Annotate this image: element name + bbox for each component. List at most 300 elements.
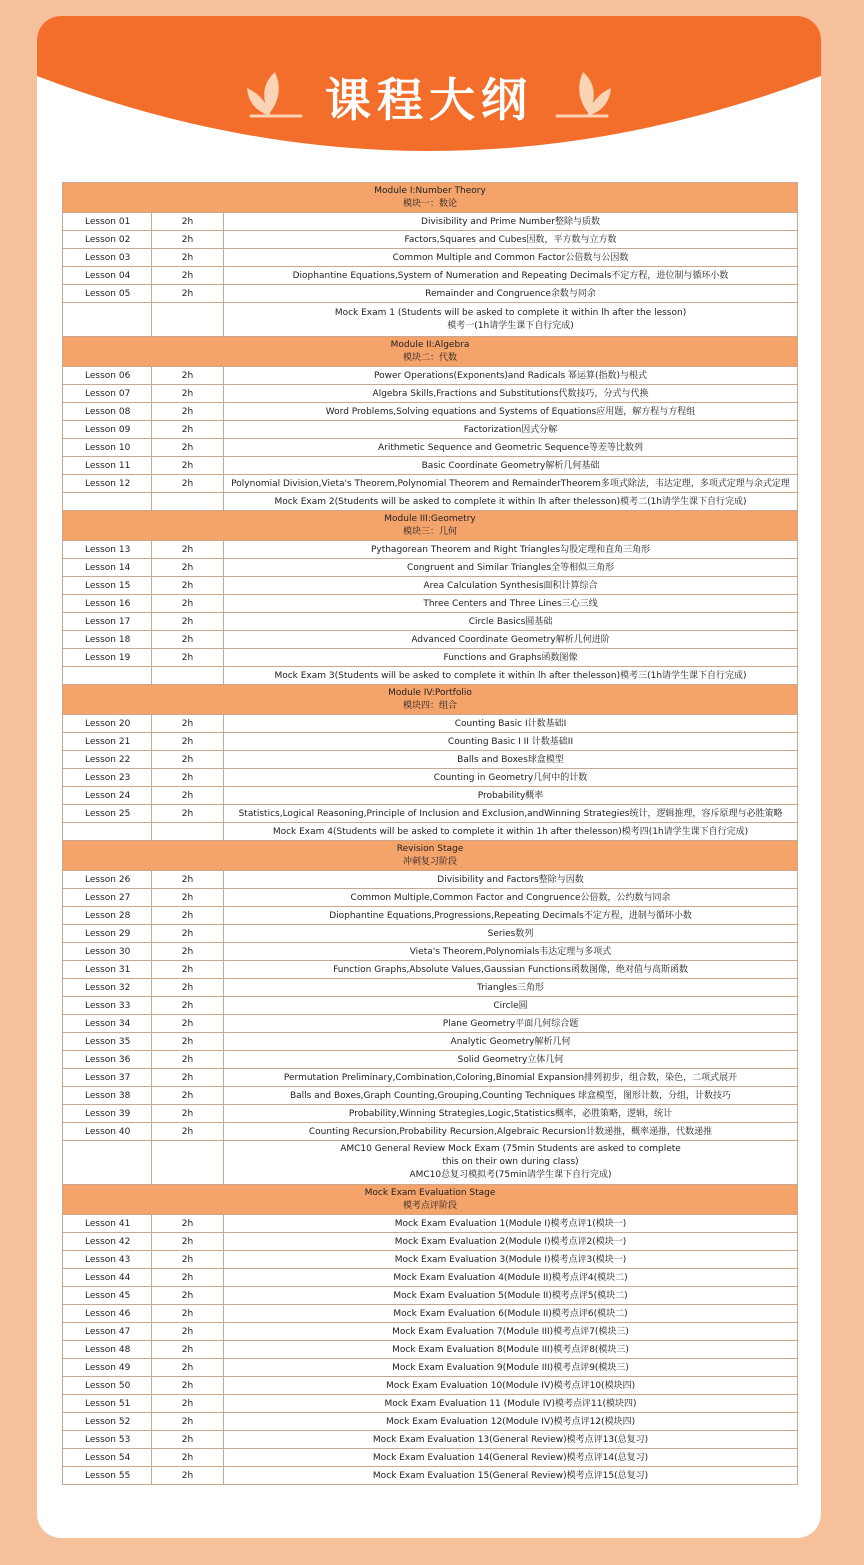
table-row (63, 1269, 798, 1287)
lesson-cell: Lesson 23 (63, 769, 152, 787)
lesson-cell: Lesson 20 (63, 715, 152, 733)
duration-cell: 2h (152, 1395, 224, 1413)
lesson-cell: Lesson 17 (63, 613, 152, 631)
duration-cell (152, 823, 224, 841)
duration-cell: 2h (152, 751, 224, 769)
topic-text: Divisibility and Factors整除与因数 (437, 874, 584, 885)
topic-cell (224, 367, 798, 385)
topic-cell (224, 475, 798, 493)
topic-text: Algebra Skills,Fractions and Substitutions代数技巧，分式与代换 (372, 388, 649, 399)
table-row (63, 1087, 798, 1105)
lesson-cell: Lesson 04 (63, 267, 152, 285)
table-row (63, 421, 798, 439)
lesson-cell: Lesson 46 (63, 1305, 152, 1323)
duration-cell: 2h (152, 1051, 224, 1069)
table-row (63, 997, 798, 1015)
table-row (63, 1413, 798, 1431)
topic-text: Probability,Winning Strategies,Logic,Statistics概率，必胜策略，逻辑，统计 (348, 1108, 673, 1119)
topic-text: Permutation Preliminary,Combination,Coloring,Binomial Expansion排列初步，组合数，染色，二项式展开 (283, 1072, 738, 1083)
topic-cell (224, 979, 798, 997)
lesson-cell (63, 823, 152, 841)
topic-cell (224, 871, 798, 889)
topic-cell (224, 595, 798, 613)
table-row (63, 1033, 798, 1051)
table-row (63, 439, 798, 457)
topic-cell (224, 805, 798, 823)
duration-cell: 2h (152, 907, 224, 925)
duration-cell: 2h (152, 871, 224, 889)
lesson-cell: Lesson 39 (63, 1105, 152, 1123)
duration-cell: 2h (152, 559, 224, 577)
lesson-cell: Lesson 22 (63, 751, 152, 769)
lesson-cell: Lesson 44 (63, 1269, 152, 1287)
table-row (63, 1341, 798, 1359)
table-row (63, 631, 798, 649)
lesson-cell: Lesson 34 (63, 1015, 152, 1033)
table-row (63, 1051, 798, 1069)
duration-cell (152, 1141, 224, 1185)
topic-text: Mock Exam Evaluation 2(Module I)模考点评2(模块一) (394, 1236, 627, 1247)
syllabus-table (62, 182, 798, 1485)
topic-text: Series数列 (487, 928, 534, 939)
topic-cell (224, 889, 798, 907)
topic-cell (224, 1069, 798, 1087)
table-row (63, 1287, 798, 1305)
table-row (63, 403, 798, 421)
duration-cell: 2h (152, 1305, 224, 1323)
topic-text: Diophantine Equations,System of Numeration and Repeating Decimals不定方程，进位制与循环小数 (292, 270, 729, 281)
section-title (63, 841, 798, 871)
section-title-line: Mock Exam Evaluation Stage (364, 1187, 496, 1198)
lesson-cell: Lesson 07 (63, 385, 152, 403)
table-row (63, 577, 798, 595)
table-row (63, 889, 798, 907)
table-row (63, 1141, 798, 1185)
topic-cell (224, 1395, 798, 1413)
lesson-cell: Lesson 12 (63, 475, 152, 493)
topic-cell (224, 613, 798, 631)
lesson-cell: Lesson 21 (63, 733, 152, 751)
topic-cell (224, 231, 798, 249)
duration-cell: 2h (152, 961, 224, 979)
table-row (63, 475, 798, 493)
lesson-cell: Lesson 08 (63, 403, 152, 421)
topic-cell (224, 961, 798, 979)
section-title-line: 冲刺复习阶段 (403, 856, 458, 867)
lesson-cell (63, 667, 152, 685)
lesson-cell: Lesson 45 (63, 1287, 152, 1305)
topic-cell (224, 1123, 798, 1141)
topic-cell (224, 285, 798, 303)
table-row (63, 961, 798, 979)
section-title-line: Revision Stage (396, 843, 464, 854)
topic-text: Mock Exam 3(Students will be asked to complete it within lh after thelesson)模考三(1h请学生课下自行完成) (274, 670, 747, 681)
table-row (63, 733, 798, 751)
section-header (63, 1185, 798, 1215)
lesson-cell: Lesson 48 (63, 1341, 152, 1359)
lesson-cell: Lesson 53 (63, 1431, 152, 1449)
lesson-cell: Lesson 49 (63, 1359, 152, 1377)
lesson-cell: Lesson 09 (63, 421, 152, 439)
duration-cell: 2h (152, 1105, 224, 1123)
table-row (63, 385, 798, 403)
topic-cell (224, 213, 798, 231)
duration-cell: 2h (152, 231, 224, 249)
topic-cell (224, 1377, 798, 1395)
lesson-cell: Lesson 24 (63, 787, 152, 805)
lesson-cell: Lesson 28 (63, 907, 152, 925)
topic-text: AMC10 General Review Mock Exam (75min Students are asked to complete (340, 1144, 681, 1154)
table-row (63, 787, 798, 805)
section-header (63, 337, 798, 367)
topic-text: Balls and Boxes,Graph Counting,Grouping,Counting Techniques 球盒模型，图形计数，分组，计数技巧 (289, 1090, 732, 1101)
lesson-cell: Lesson 51 (63, 1395, 152, 1413)
topic-cell (224, 559, 798, 577)
section-header (63, 841, 798, 871)
topic-cell (224, 541, 798, 559)
lesson-cell: Lesson 37 (63, 1069, 152, 1087)
table-row (63, 285, 798, 303)
duration-cell: 2h (152, 367, 224, 385)
duration-cell: 2h (152, 249, 224, 267)
duration-cell: 2h (152, 1359, 224, 1377)
lesson-cell: Lesson 16 (63, 595, 152, 613)
topic-text: Mock Exam Evaluation 6(Module II)模考点评6(模块二) (393, 1308, 628, 1319)
topic-text: Mock Exam Evaluation 5(Module II)模考点评5(模块二) (393, 1290, 628, 1301)
topic-text: Factorization因式分解 (463, 424, 558, 435)
page-title: 课程大纲 (325, 73, 533, 127)
section-header (63, 183, 798, 213)
topic-cell (224, 823, 798, 841)
duration-cell: 2h (152, 1069, 224, 1087)
topic-text: this on their own during class) (442, 1157, 579, 1167)
lesson-cell: Lesson 10 (63, 439, 152, 457)
table-row (63, 1377, 798, 1395)
topic-text: Counting in Geometry几何中的计数 (433, 772, 588, 783)
duration-cell: 2h (152, 631, 224, 649)
topic-text: Mock Exam Evaluation 13(General Review)模考点评13(总复习) (372, 1434, 649, 1445)
lesson-cell: Lesson 14 (63, 559, 152, 577)
lesson-cell (63, 493, 152, 511)
duration-cell: 2h (152, 577, 224, 595)
topic-text: Mock Exam Evaluation 9(Module III)模考点评9(模块三) (392, 1362, 629, 1373)
topic-text: Mock Exam 4(Students will be asked to complete it within 1h after thelesson)模考四(1h请学生课下自行完成) (272, 826, 749, 837)
lesson-cell: Lesson 19 (63, 649, 152, 667)
duration-cell: 2h (152, 1269, 224, 1287)
lesson-cell: Lesson 55 (63, 1467, 152, 1485)
duration-cell: 2h (152, 613, 224, 631)
topic-text: Solid Geometry立体几何 (457, 1054, 564, 1065)
table-row (63, 303, 798, 337)
topic-cell (224, 577, 798, 595)
topic-cell (224, 439, 798, 457)
section-title-line: 模考点评阶段 (403, 1200, 458, 1211)
section-title-line: Module IV:Portfolio (388, 687, 472, 698)
topic-text: Mock Exam Evaluation 10(Module IV)模考点评10(模块四) (385, 1380, 636, 1391)
topic-text: Balls and Boxes球盒模型 (457, 754, 564, 765)
table-row (63, 493, 798, 511)
topic-text: Mock Exam Evaluation 1(Module I)模考点评1(模块一) (394, 1218, 627, 1229)
topic-text: Remainder and Congruence余数与同余 (425, 288, 596, 299)
topic-text: Common Multiple and Common Factor公倍数与公因数 (392, 252, 629, 263)
duration-cell: 2h (152, 1015, 224, 1033)
lesson-cell: Lesson 41 (63, 1215, 152, 1233)
duration-cell: 2h (152, 1033, 224, 1051)
topic-cell (224, 715, 798, 733)
duration-cell (152, 303, 224, 337)
lesson-cell: Lesson 11 (63, 457, 152, 475)
duration-cell: 2h (152, 649, 224, 667)
section-title (63, 183, 798, 213)
topic-cell (224, 1323, 798, 1341)
topic-text: Factors,Squares and Cubes因数，平方数与立方数 (404, 234, 617, 245)
topic-cell (224, 1215, 798, 1233)
lesson-cell: Lesson 03 (63, 249, 152, 267)
topic-text: Basic Coordinate Geometry解析几何基础 (421, 460, 600, 471)
duration-cell: 2h (152, 421, 224, 439)
section-title-line: Module II:Algebra (390, 339, 470, 350)
table-row (63, 595, 798, 613)
topic-text: Mock Exam Evaluation 12(Module IV)模考点评12(模块四) (385, 1416, 636, 1427)
topic-cell (224, 1341, 798, 1359)
topic-text: Three Centers and Three Lines三心三线 (423, 598, 598, 609)
duration-cell: 2h (152, 403, 224, 421)
section-title-line: 模块三：几何 (403, 526, 458, 537)
table-row (63, 805, 798, 823)
topic-cell (224, 769, 798, 787)
topic-text: Advanced Coordinate Geometry解析几何进阶 (411, 634, 610, 645)
topic-cell (224, 1105, 798, 1123)
duration-cell: 2h (152, 1287, 224, 1305)
topic-cell (224, 1449, 798, 1467)
lesson-cell: Lesson 38 (63, 1087, 152, 1105)
lesson-cell: Lesson 30 (63, 943, 152, 961)
topic-cell (224, 1233, 798, 1251)
topic-cell (224, 751, 798, 769)
topic-cell (224, 303, 798, 337)
duration-cell: 2h (152, 1323, 224, 1341)
topic-text: Analytic Geometry解析几何 (450, 1036, 571, 1047)
topic-cell (224, 1431, 798, 1449)
topic-text: Diophantine Equations,Progressions,Repeating Decimals不定方程，进制与循环小数 (329, 910, 692, 921)
table-row (63, 613, 798, 631)
section-title (63, 1185, 798, 1215)
topic-text: Mock Exam Evaluation 11 (Module IV)模考点评11(模块四) (384, 1398, 637, 1409)
topic-cell (224, 1015, 798, 1033)
topic-text: Function Graphs,Absolute Values,Gaussian Functions函数图像，绝对值与高斯函数 (333, 964, 688, 975)
duration-cell: 2h (152, 769, 224, 787)
topic-text: Functions and Graphs函数图像 (443, 652, 578, 663)
topic-text: Power Operations(Exponents)and Radicals 幂运算(指数)与根式 (373, 370, 648, 381)
topic-text: Common Multiple,Common Factor and Congruence公倍数，公约数与同余 (350, 892, 671, 903)
topic-cell (224, 1033, 798, 1051)
section-title-line: Module III:Geometry (384, 513, 476, 524)
duration-cell: 2h (152, 1449, 224, 1467)
duration-cell: 2h (152, 1413, 224, 1431)
lesson-cell: Lesson 54 (63, 1449, 152, 1467)
topic-text: Word Problems,Solving equations and Systems of Equations应用题，解方程与方程组 (325, 406, 696, 417)
topic-cell (224, 403, 798, 421)
topic-text: Congruent and Similar Triangles全等相似三角形 (406, 562, 615, 573)
lesson-cell: Lesson 42 (63, 1233, 152, 1251)
lesson-cell: Lesson 29 (63, 925, 152, 943)
section-header (63, 511, 798, 541)
topic-text: Counting Recursion,Probability Recursion,Algebraic Recursion计数递推，概率递推，代数递推 (308, 1126, 713, 1137)
table-row (63, 715, 798, 733)
duration-cell: 2h (152, 1251, 224, 1269)
lesson-cell: Lesson 05 (63, 285, 152, 303)
table-row (63, 213, 798, 231)
duration-cell: 2h (152, 925, 224, 943)
duration-cell: 2h (152, 541, 224, 559)
section-title-line: 模块四：组合 (403, 700, 458, 711)
topic-text: Arithmetic Sequence and Geometric Sequence等差等比数列 (377, 442, 644, 453)
topic-cell (224, 1051, 798, 1069)
lesson-cell: Lesson 13 (63, 541, 152, 559)
duration-cell: 2h (152, 787, 224, 805)
topic-cell (224, 1305, 798, 1323)
lesson-cell: Lesson 47 (63, 1323, 152, 1341)
topic-text: Plane Geometry平面几何综合题 (442, 1018, 579, 1029)
lesson-cell: Lesson 43 (63, 1251, 152, 1269)
table-row (63, 1215, 798, 1233)
table-row (63, 979, 798, 997)
lesson-cell: Lesson 36 (63, 1051, 152, 1069)
topic-text: AMC10总复习模拟考(75min请学生课下自行完成) (409, 1170, 612, 1180)
lesson-cell: Lesson 32 (63, 979, 152, 997)
lesson-cell: Lesson 31 (63, 961, 152, 979)
lesson-cell: Lesson 40 (63, 1123, 152, 1141)
table-row (63, 871, 798, 889)
table-row (63, 1015, 798, 1033)
table-row (63, 457, 798, 475)
lesson-cell: Lesson 52 (63, 1413, 152, 1431)
table-row (63, 367, 798, 385)
topic-cell (224, 267, 798, 285)
duration-cell: 2h (152, 979, 224, 997)
table-row (63, 751, 798, 769)
duration-cell: 2h (152, 1467, 224, 1485)
topic-cell (224, 385, 798, 403)
section-title-line: Module I:Number Theory (374, 185, 486, 196)
topic-text: Mock Exam Evaluation 15(General Review)模考点评15(总复习) (372, 1470, 649, 1481)
lesson-cell: Lesson 50 (63, 1377, 152, 1395)
duration-cell: 2h (152, 595, 224, 613)
duration-cell: 2h (152, 943, 224, 961)
topic-text: Mock Exam Evaluation 7(Module III)模考点评7(模块三) (392, 1326, 629, 1337)
topic-cell (224, 457, 798, 475)
duration-cell: 2h (152, 385, 224, 403)
table-row (63, 559, 798, 577)
table-row (63, 249, 798, 267)
table-row (63, 1069, 798, 1087)
topic-cell (224, 1087, 798, 1105)
table-row (63, 1431, 798, 1449)
topic-text: Mock Exam 2(Students will be asked to complete it within lh after thelesson)模考二(1h请学生课下自行完成) (274, 496, 747, 507)
topic-text: Counting Basic I计数基础I (454, 718, 567, 729)
duration-cell: 2h (152, 889, 224, 907)
topic-cell (224, 1413, 798, 1431)
section-title-line: 模块二：代数 (403, 352, 458, 363)
lesson-cell: Lesson 27 (63, 889, 152, 907)
section-title-line: 模块一：数论 (403, 198, 458, 209)
lesson-cell: Lesson 01 (63, 213, 152, 231)
topic-cell (224, 997, 798, 1015)
topic-text: Polynomial Division,Vieta's Theorem,Polynomial Theorem and RemainderTheorem多项式除法，韦达定理，多项式定理与余式定理 (231, 478, 790, 489)
topic-text: Circle Basics圆基础 (468, 616, 553, 627)
topic-cell (224, 1141, 798, 1185)
topic-text: Counting Basic I II 计数基础II (447, 736, 574, 747)
duration-cell: 2h (152, 267, 224, 285)
table-row (63, 1467, 798, 1485)
duration-cell: 2h (152, 1215, 224, 1233)
duration-cell (152, 667, 224, 685)
topic-cell (224, 733, 798, 751)
topic-cell (224, 249, 798, 267)
lesson-cell (63, 1141, 152, 1185)
topic-text: Vieta's Theorem,Polynomials韦达定理与多项式 (409, 946, 612, 957)
duration-cell: 2h (152, 1341, 224, 1359)
duration-cell: 2h (152, 1123, 224, 1141)
table-row (63, 925, 798, 943)
table-row (63, 907, 798, 925)
table-row (63, 231, 798, 249)
duration-cell: 2h (152, 715, 224, 733)
duration-cell: 2h (152, 439, 224, 457)
table-row (63, 267, 798, 285)
topic-text: Divisibility and Prime Number整除与质数 (421, 216, 600, 227)
table-row (63, 649, 798, 667)
table-row (63, 1105, 798, 1123)
section-title (63, 511, 798, 541)
table-row (63, 1233, 798, 1251)
duration-cell: 2h (152, 457, 224, 475)
table-row (63, 541, 798, 559)
topic-text: Mock Exam Evaluation 14(General Review)模考点评14(总复习) (372, 1452, 649, 1463)
table-row (63, 769, 798, 787)
topic-cell (224, 1251, 798, 1269)
table-row (63, 1251, 798, 1269)
duration-cell: 2h (152, 1377, 224, 1395)
topic-cell (224, 649, 798, 667)
topic-cell (224, 1467, 798, 1485)
table-row (63, 667, 798, 685)
duration-cell: 2h (152, 997, 224, 1015)
duration-cell: 2h (152, 805, 224, 823)
topic-cell (224, 631, 798, 649)
topic-text: 模考一(1h请学生课下自行完成) (447, 320, 574, 331)
topic-cell (224, 1359, 798, 1377)
duration-cell: 2h (152, 213, 224, 231)
topic-cell (224, 493, 798, 511)
table-row (63, 1305, 798, 1323)
topic-text: Pythagorean Theorem and Right Triangles勾股定理和直角三角形 (370, 544, 651, 555)
duration-cell: 2h (152, 285, 224, 303)
lesson-cell: Lesson 26 (63, 871, 152, 889)
lesson-cell: Lesson 15 (63, 577, 152, 595)
duration-cell: 2h (152, 733, 224, 751)
lesson-cell (63, 303, 152, 337)
duration-cell: 2h (152, 1233, 224, 1251)
section-header (63, 685, 798, 715)
topic-cell (224, 925, 798, 943)
topic-text: Mock Exam Evaluation 8(Module III)模考点评8(模块三) (392, 1344, 629, 1355)
lesson-cell: Lesson 35 (63, 1033, 152, 1051)
lesson-cell: Lesson 02 (63, 231, 152, 249)
topic-cell (224, 667, 798, 685)
lesson-cell: Lesson 25 (63, 805, 152, 823)
leaf-decoration-right-icon (549, 70, 613, 120)
